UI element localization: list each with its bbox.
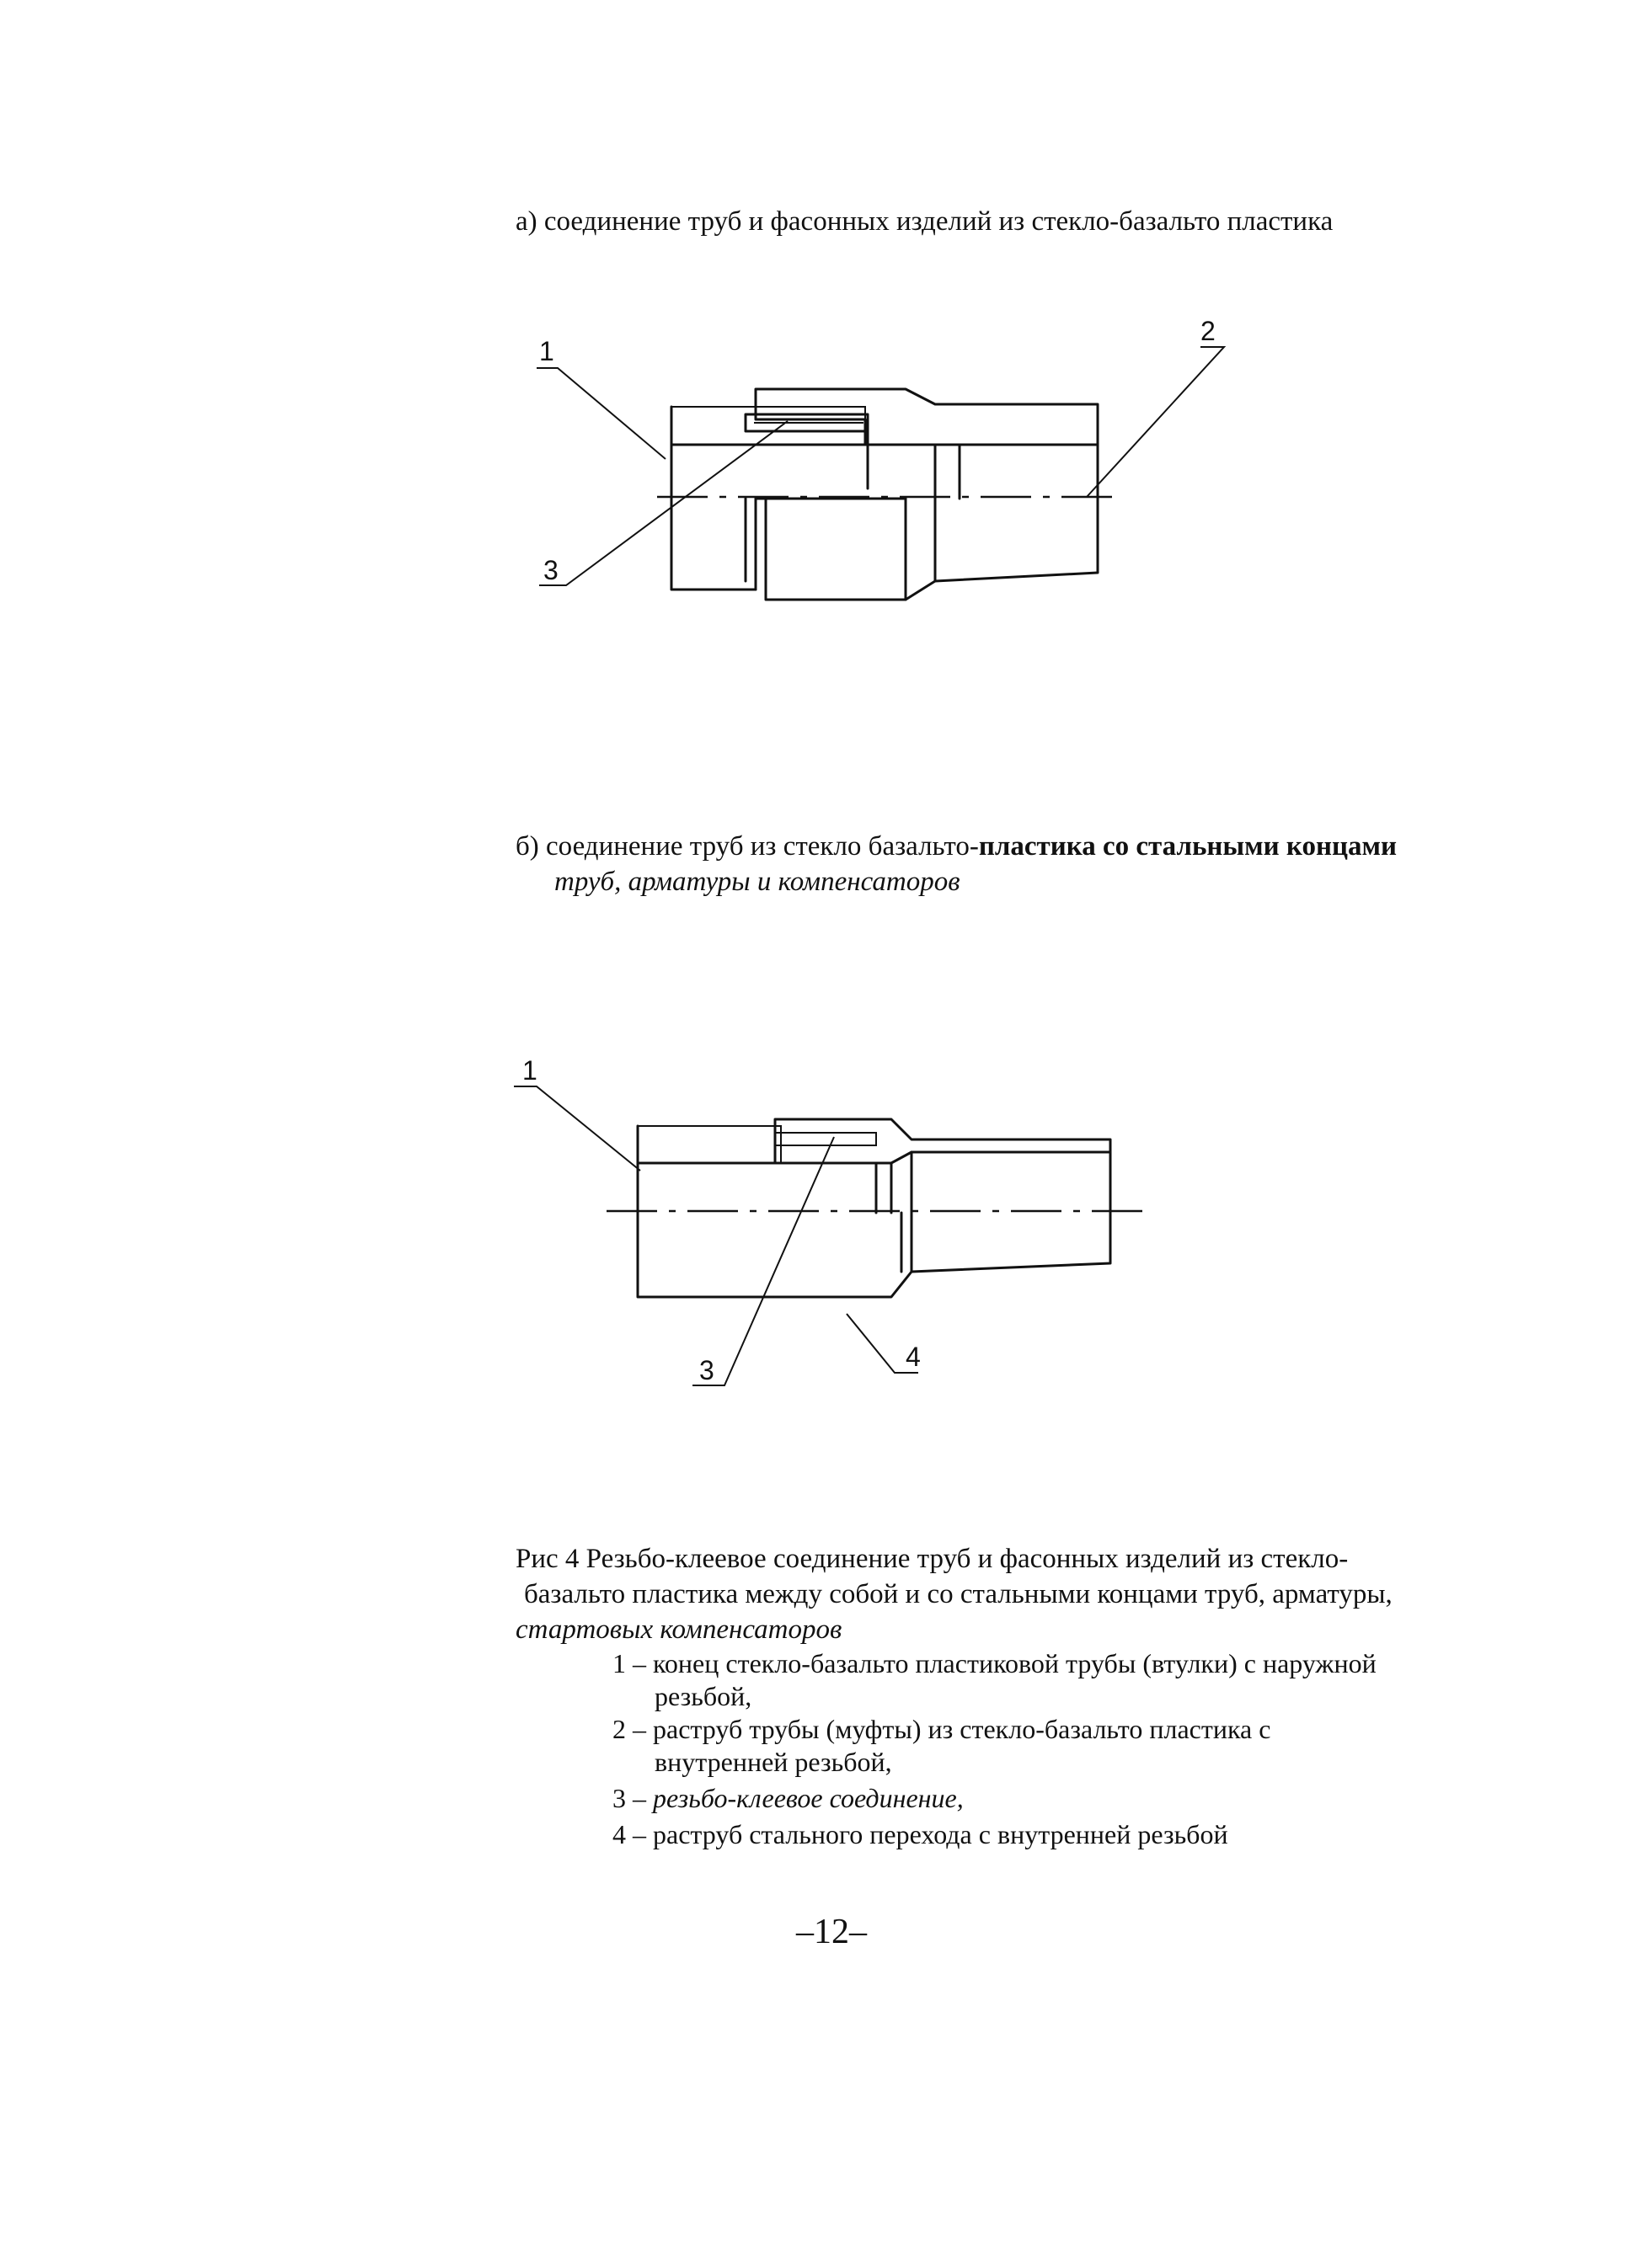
legend-item-3: [612, 1782, 964, 1815]
figure-caption-line1: Рис 4 Резьбо-клеевое соединение труб и фасонных изделий из стекло-: [516, 1544, 1349, 1574]
legend-text: раструб трубы (муфты) из стекло-базальто пластика с: [653, 1714, 1271, 1744]
legend-num: 2 –: [612, 1714, 646, 1744]
fig-a-label-1: 1: [539, 336, 554, 366]
caption-a: а) соединение труб и фасонных изделий из стекло-базальто пластика: [516, 206, 1334, 237]
fig-b-label-1: 1: [522, 1055, 537, 1086]
caption-b-line2: труб, арматуры и компенсаторов: [554, 867, 960, 897]
caption-b-line1: [516, 830, 1397, 864]
fig-a-label-2: 2: [1200, 316, 1216, 346]
legend-item-1: [612, 1647, 1377, 1680]
legend-item-1-cont: резьбой,: [655, 1681, 752, 1711]
figure-b-drawing: [0, 1055, 1652, 1415]
fig-a-label-3: 3: [543, 555, 559, 585]
legend-num: 3 –: [612, 1783, 646, 1813]
fig-b-label-3: 3: [699, 1355, 714, 1385]
legend-item-4: [612, 1818, 1228, 1851]
fig-b-label-4: 4: [906, 1342, 921, 1372]
page-number: –12–: [796, 1913, 867, 1951]
legend-item-2-cont: внутренней резьбой,: [655, 1747, 892, 1777]
legend-item-2: [612, 1713, 1270, 1746]
legend-text: конец стекло-базальто пластиковой трубы (втулки) с наружной: [653, 1648, 1377, 1678]
legend-num: 4 –: [612, 1819, 646, 1849]
caption-b-normal: б) соединение труб из стекло базальто-: [516, 831, 979, 862]
legend-text: раструб стального перехода с внутренней резьбой: [653, 1819, 1228, 1849]
caption-b-bold: пластика со стальными концами: [978, 831, 1398, 862]
figure-caption-line3: стартовых компенсаторов: [516, 1614, 842, 1645]
legend-num: 1 –: [612, 1648, 646, 1678]
figure-a-drawing: [0, 316, 1652, 623]
figure-caption-line2: базальто пластика между собой и со стальными концами труб, арматуры,: [524, 1579, 1393, 1609]
legend-text: резьбо-клеевое соединение,: [653, 1783, 964, 1813]
